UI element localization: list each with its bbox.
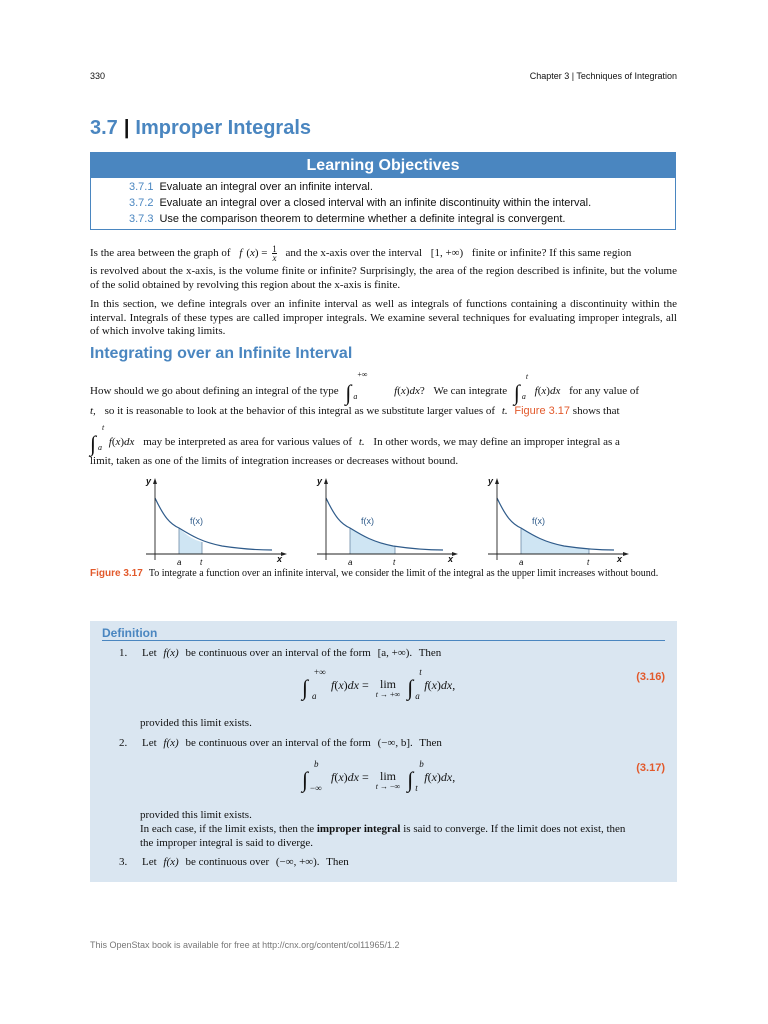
svg-text:f(x): f(x) <box>190 516 203 526</box>
page-number: 330 <box>90 71 106 81</box>
body-line-3: ∫ t a f(x)dx may be interpreted as area for various values of t. In other words, we may define an improper integral as a <box>90 423 620 456</box>
figure-caption-label: Figure 3.17 <box>90 568 143 579</box>
shaded-area <box>521 528 589 554</box>
definition-item-3: 3. Let f(x) be continuous over (−∞, +∞). Then <box>119 856 349 868</box>
improper-integral-term: improper integral <box>316 823 401 835</box>
shaded-area <box>179 528 202 554</box>
learning-objectives-heading: Learning Objectives <box>91 153 675 178</box>
svg-text:a: a <box>177 558 182 567</box>
equation-3-17: ∫ b −∞ f(x)dx = lim t → −∞ ∫ b t f(x)dx, <box>302 759 456 793</box>
subsection-title: Integrating over an Infinite Interval <box>90 345 353 362</box>
objective-item: 3.7.3 Use the comparison theorem to determine whether a definite integral is convergent. <box>129 213 566 225</box>
equation-number-3-16: (3.16) <box>636 671 665 683</box>
objective-item: 3.7.2 Evaluate an integral over a closed interval with an infinite discontinuity within the interval. <box>129 197 592 209</box>
svg-text:y: y <box>488 476 494 486</box>
learning-objectives-box <box>90 152 676 230</box>
figure-graph-1 <box>142 472 302 568</box>
section-number: 3.7 <box>90 117 118 139</box>
svg-text:y: y <box>146 476 152 486</box>
curve <box>497 498 614 550</box>
definition-title: Definition <box>102 626 158 640</box>
footer-text: This OpenStax book is available for free at http://cnx.org/content/col11965/1.2 <box>90 940 400 950</box>
figure-caption: Figure 3.17 To integrate a function over an infinite interval, we consider the limit of the integral as the upper limit increases without bound. <box>90 568 659 579</box>
figure-graph-2 <box>313 472 473 568</box>
definition-item-2: 2. Let f(x) be continuous over an interval of the form (−∞, b]. Then <box>119 737 442 749</box>
svg-text:t: t <box>393 558 396 567</box>
svg-text:x: x <box>617 554 623 564</box>
figure-graph-3 <box>484 472 644 568</box>
figure-reference-link[interactable]: Figure 3.17 <box>514 405 571 417</box>
intro-line-1: Is the area between the graph of f (x) = $\frac{1}{x}$ and the x-axis over the interval [1, +∞) finite or infinite? If this same region <box>90 244 632 263</box>
provided-text-2: provided this limit exists. <box>140 809 252 821</box>
equation-number-3-17: (3.17) <box>636 762 665 774</box>
convergence-text: In each case, if the limit exists, then the improper integral is said to converge. If the limit does not exist, then <box>140 823 626 835</box>
curve <box>326 498 443 550</box>
definition-item-1: 1. Let f(x) be continuous over an interval of the form [a, +∞). Then <box>119 647 442 659</box>
svg-text:t: t <box>587 558 590 567</box>
intro-paragraph-2: In this section, we define integrals over an infinite interval as well as integrals of functions containing a discontinuity within the interval. Integrals of these types are called improper integrals. We examine several techniques for evaluating improper integrals, all of which involve taking limits. <box>90 298 677 337</box>
svg-text:x: x <box>277 554 283 564</box>
svg-text:y: y <box>317 476 323 486</box>
curve <box>155 498 272 550</box>
svg-text:t: t <box>200 558 203 567</box>
svg-text:f(x): f(x) <box>532 516 545 526</box>
intro-paragraph-1-rest: is revolved about the x-axis, is the volume finite or infinite? Surprisingly, the area of the region described is infinite, but the volume of the solid obtained by revolving this region about the x-axis is finite. <box>90 265 677 291</box>
body-line-4: limit, taken as one of the limits of integration increases or decreases without bound. <box>90 455 459 467</box>
divergence-text: the improper integral is said to diverge. <box>140 837 314 849</box>
svg-text:x: x <box>448 554 454 564</box>
objective-item: 3.7.1 Evaluate an integral over an infinite interval. <box>129 181 373 193</box>
definition-divider <box>102 640 665 641</box>
svg-text:f(x): f(x) <box>361 516 374 526</box>
body-line-1: How should we go about defining an integral of the type ∫ +∞ a f(x)dx? We can integrate ∫ t a f(x)dx for any value of <box>90 370 640 405</box>
svg-text:a: a <box>348 558 353 567</box>
section-title: 3.7 | Improper Integrals <box>90 117 312 139</box>
section-name: Improper Integrals <box>135 117 312 139</box>
interval-text: [1, +∞) <box>430 247 464 260</box>
definition-box <box>90 621 677 882</box>
body-line-2: t, so it is reasonable to look at the behavior of this integral as we substitute larger values of t. Figure 3.17 shows that <box>90 405 620 417</box>
equation-3-16: ∫ +∞ a f(x)dx = lim t → +∞ ∫ t a f(x)dx, <box>302 667 456 701</box>
chapter-header: Chapter 3 | Techniques of Integration <box>529 71 677 81</box>
provided-text-1: provided this limit exists. <box>140 717 252 729</box>
svg-text:a: a <box>519 558 524 567</box>
